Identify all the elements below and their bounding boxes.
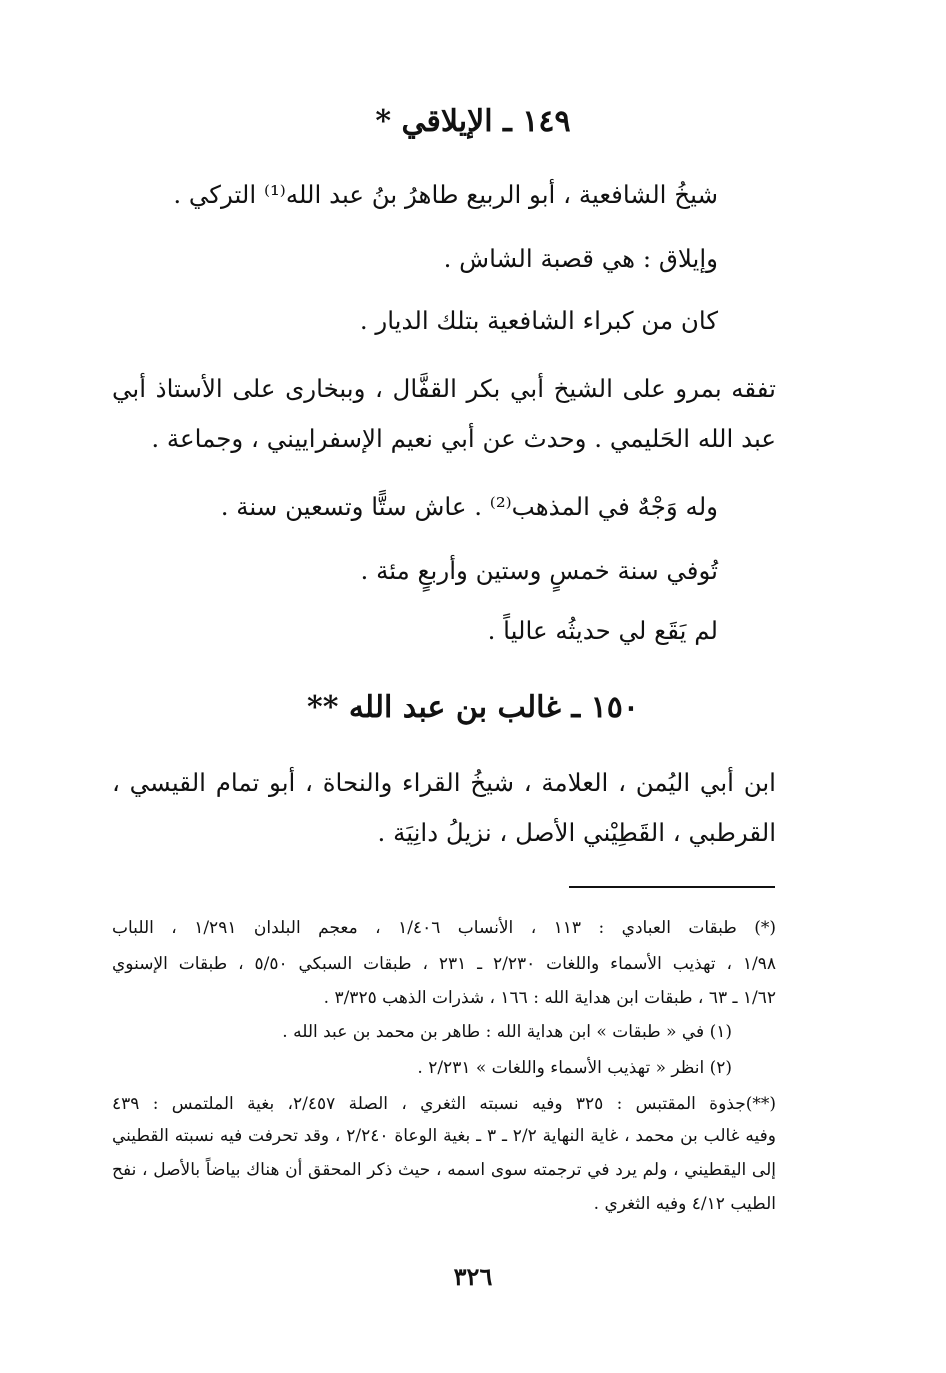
entry-149-line-8: لم يَقَع لي حديثُه عالياً . (487, 616, 718, 645)
footnote-dstar-line-2: وفيه غالب بن محمد ، غاية النهاية ٢/٢ ـ ٣ ـ بغية الوعاة ٢/٢٤٠ ، وقد تحرفت فيه نسبته القطيني (112, 1126, 776, 1146)
footnote-star-line-2: ١/٩٨ ، تهذيب الأسماء واللغات ٢/٢٣٠ ـ ٢٣١ ، طبقات السبكي ٥/٥٠ ، طبقات الإسنوي (112, 954, 776, 974)
entry-150-line-1: ابن أبي اليُمن ، العلامة ، شيخُ القراء والنحاة ، أبو تمام القيسي ، (112, 768, 776, 797)
footnote-separator (569, 886, 775, 888)
footnote-1: (١) في « طبقات » ابن هداية الله : طاهر بن محمد بن عبد الله . (282, 1022, 732, 1042)
footnote-star-line-3: ١/٦٢ ـ ٦٣ ، طبقات ابن هداية الله : ١٦٦ ، شذرات الذهب ٣/٣٢٥ . (323, 988, 776, 1008)
footnote-dstar-line-3: إلى اليقطيني ، ولم يرد في ترجمته سوى اسمه ، حيث ذكر المحقق أن هناك بياضاً بالأصل ، نفح (112, 1160, 776, 1180)
entry-150-heading: ١٥٠ ـ غالب بن عبد الله ** (307, 690, 639, 725)
entry-149-line-4: تفقه بمرو على الشيخ أبي بكر القفَّال ، وببخارى على الأستاذ أبي (112, 374, 776, 403)
entry-149-line-6: وله وَجْهٌ في المذهب⁽²⁾ . عاش ستًّا وتسعين سنة . (220, 492, 718, 521)
page-number: ٣٢٦ (453, 1262, 493, 1291)
entry-149-line-3: كان من كبراء الشافعية بتلك الديار . (359, 306, 718, 335)
entry-149-heading: ١٤٩ ـ الإيلاقي * (375, 104, 571, 139)
entry-149-line-1: شيخُ الشافعية ، أبو الربيع طاهرُ بنُ عبد الله⁽¹⁾ التركي . (173, 180, 718, 209)
entry-150-line-2: القرطبي ، القَطِيْني الأصل ، نزيلُ دانِيَة . (377, 818, 776, 847)
entry-149-line-7: تُوفي سنة خمسٍ وستين وأربعٍ مئة . (360, 556, 718, 585)
footnote-2: (٢) انظر « تهذيب الأسماء واللغات » ٢/٢٣١ . (417, 1058, 732, 1078)
entry-149-line-5: عبد الله الحَليمي . وحدث عن أبي نعيم الإسفراييني ، وجماعة . (151, 424, 776, 453)
footnote-star-line-1: (*) طبقات العبادي : ١١٣ ، الأنساب ١/٤٠٦ ، معجم البلدان ١/٢٩١ ، اللباب (112, 918, 777, 938)
entry-149-line-2: وإيلاق : هي قصبة الشاش . (443, 244, 718, 273)
footnote-dstar-line-1: (**)جذوة المقتبس : ٣٢٥ وفيه نسبته الثغري ، الصلة ٢/٤٥٧، بغية الملتمس : ٤٣٩ (112, 1094, 776, 1114)
footnote-dstar-line-4: الطيب ٤/١٢ وفيه الثغري . (593, 1194, 776, 1214)
